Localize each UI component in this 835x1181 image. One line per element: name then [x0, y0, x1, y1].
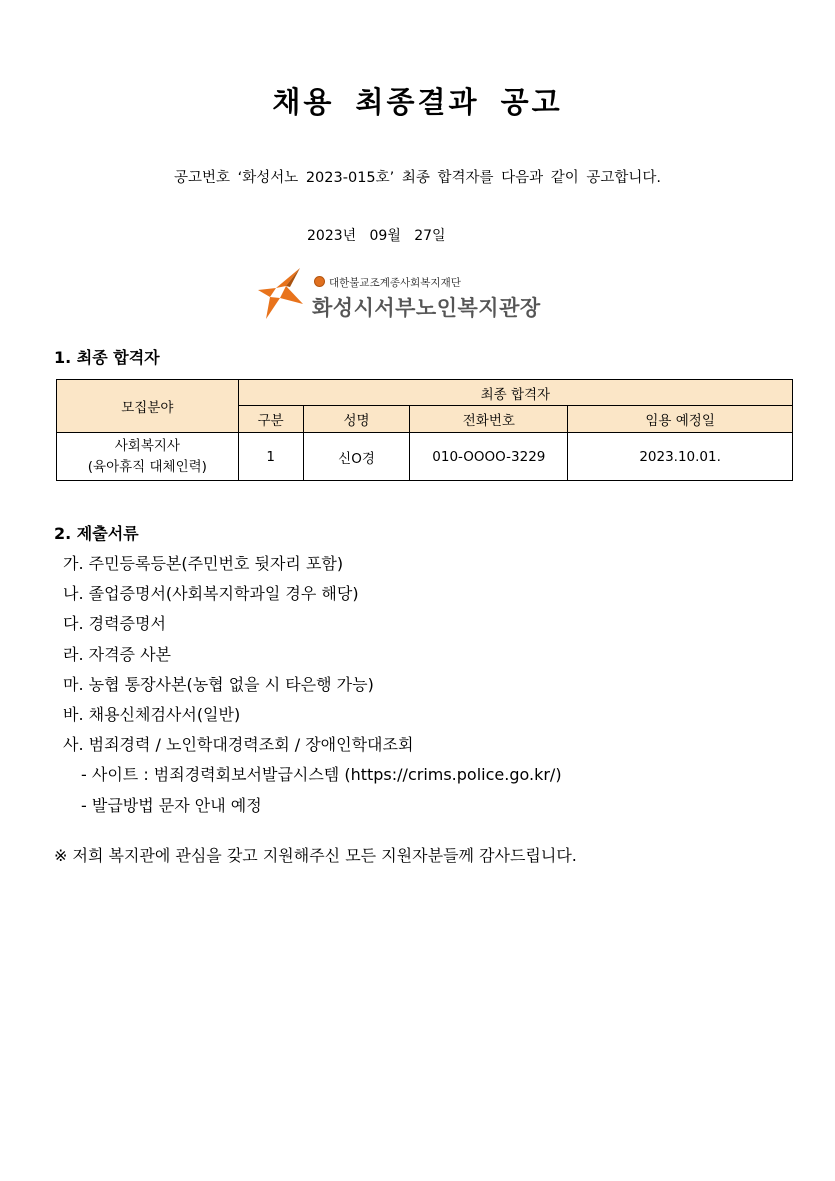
cell-no: 1: [238, 433, 303, 481]
required-documents-list: [63, 549, 562, 821]
star-logo-icon: [256, 264, 306, 324]
list-item: 바. 채용신체검사서(일반): [63, 705, 241, 725]
closing-note: ※ 저희 복지관에 관심을 갖고 지원해주신 모든 지원자분들께 감사드립니다.: [54, 846, 577, 865]
organization-logo: [256, 264, 541, 328]
cell-name: 신O경: [303, 433, 410, 481]
table-row: [57, 433, 793, 481]
logo-name: 화성시서부노인복지관장: [312, 296, 541, 320]
cell-phone: 010-OOOO-3229: [410, 433, 568, 481]
header-no: 구분: [238, 406, 303, 433]
list-item: 사. 범죄경력 / 노인학대경력조회 / 장애인학대조회: [63, 735, 414, 755]
list-item: 나. 졸업증명서(사회복지학과일 경우 해당): [63, 584, 359, 604]
list-item: 마. 농협 통장사본(농협 없을 시 타은행 가능): [63, 674, 374, 694]
cell-field-line1: 사회복지사: [114, 437, 180, 454]
cell-start-date: 2023.10.01.: [568, 433, 793, 481]
logo-org-line: [314, 275, 461, 290]
list-item: 가. 주민등록등본(주민번호 뒷자리 포함): [63, 554, 344, 573]
header-final-candidates: 최종 합격자: [238, 380, 792, 406]
header-name: 성명: [303, 406, 410, 433]
list-subitem-method: - 발급방법 문자 안내 예정: [81, 795, 262, 815]
header-start-date: 임용 예정일: [568, 406, 793, 433]
cell-field: [57, 433, 239, 481]
list-item: 라. 자격증 사본: [63, 644, 171, 664]
cell-field-line2: (육아휴직 대체인력): [87, 458, 207, 475]
dharma-wheel-icon: [314, 276, 325, 287]
announcement-intro: 공고번호 ‘화성서노 2023-015호’ 최종 합격자를 다음과 같이 공고합니다.: [173, 170, 662, 186]
logo-org-text: 대한불교조계종사회복지재단: [329, 277, 461, 289]
header-phone: 전화번호: [410, 406, 568, 433]
final-candidates-table: [56, 379, 793, 481]
list-subitem-site: - 사이트 : 범죄경력회보서발급시스템 (https://crims.police.go.kr/): [81, 765, 562, 785]
section-heading-documents: 2. 제출서류: [54, 524, 139, 543]
list-item: 다. 경력증명서: [63, 614, 166, 634]
section-heading-final-candidates: 1. 최종 합격자: [54, 348, 160, 367]
announcement-date: 2023년 09월 27일: [307, 228, 446, 244]
header-field: 모집분야: [57, 380, 239, 433]
page-title: 채용 최종결과 공고: [272, 85, 563, 119]
